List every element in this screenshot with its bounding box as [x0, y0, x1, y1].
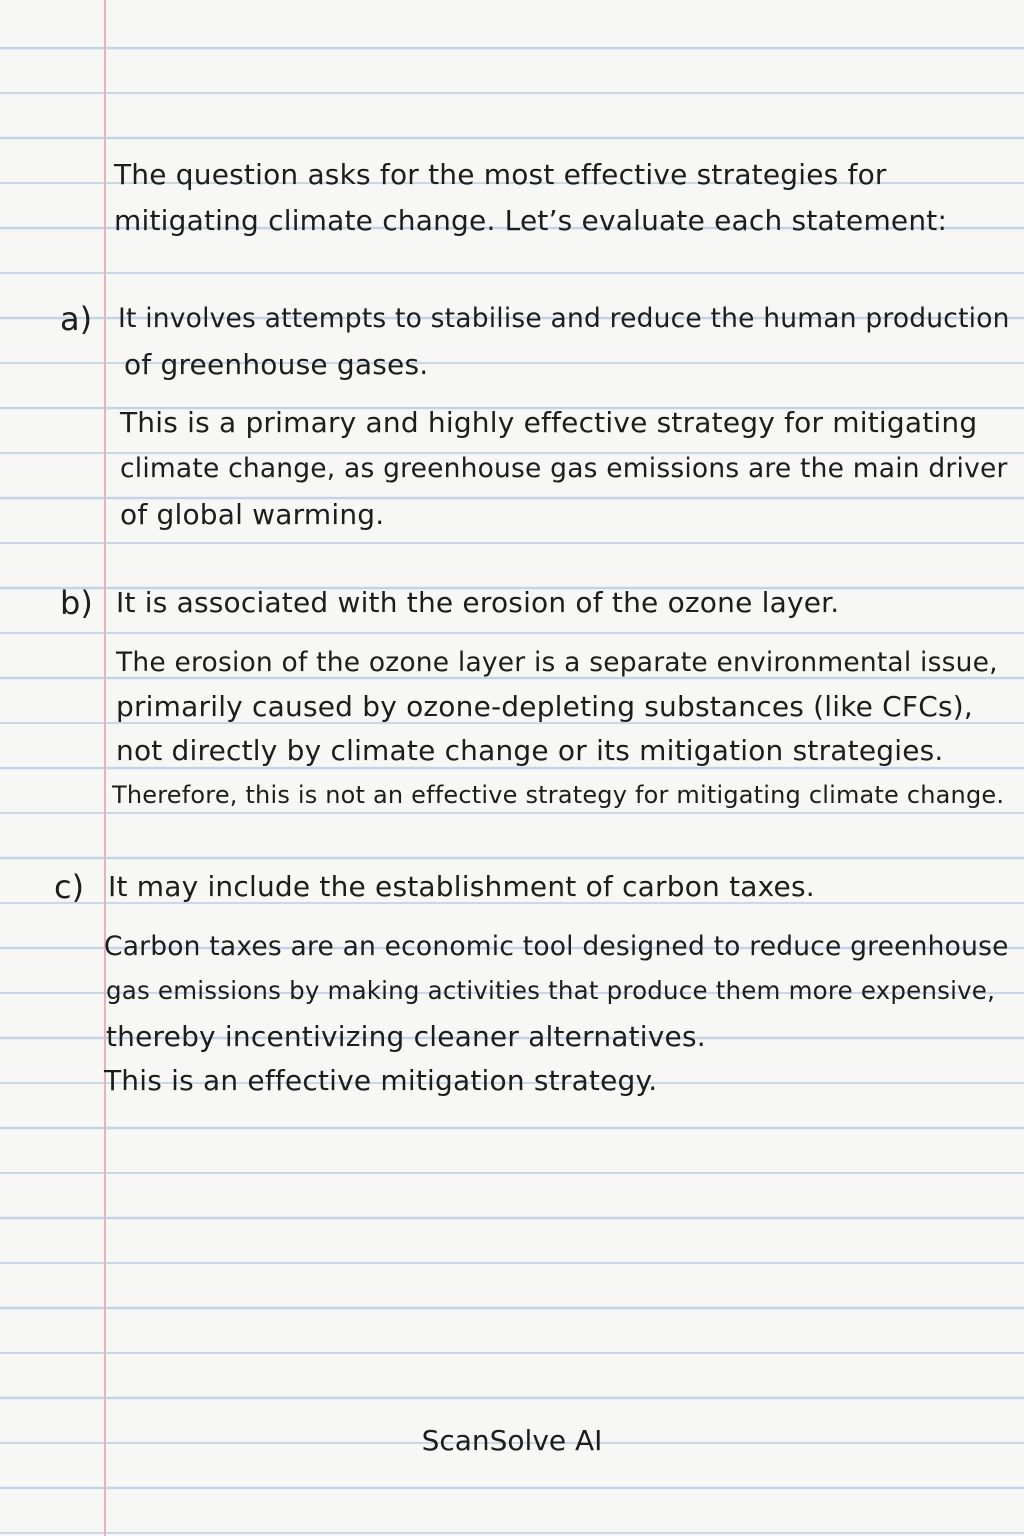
item-b-explanation-line-3: not directly by climate change or its mitigation strategies.	[116, 734, 944, 767]
item-b-statement-line-1: It is associated with the erosion of the ozone layer.	[116, 586, 840, 619]
margin-line	[104, 0, 106, 1536]
item-a-explanation-line-1: This is a primary and highly effective strategy for mitigating	[120, 406, 978, 439]
item-a-explanation-line-2: climate change, as greenhouse gas emissions are the main driver	[120, 453, 1008, 484]
item-a-statement-line-1: It involves attempts to stabilise and reduce the human production	[118, 303, 1010, 334]
item-c-explanation-line-1: Carbon taxes are an economic tool designed to reduce greenhouse	[104, 931, 1009, 962]
item-a-explanation-line-3: of global warming.	[120, 498, 385, 531]
item-a-label: a)	[60, 300, 93, 338]
item-b-label: b)	[60, 584, 93, 622]
item-c-label: c)	[54, 868, 85, 906]
item-a-statement-line-2: of greenhouse gases.	[124, 348, 429, 381]
item-b-explanation-line-2: primarily caused by ozone-depleting substances (like CFCs),	[116, 690, 973, 723]
item-c-explanation-line-4: This is an effective mitigation strategy.	[104, 1064, 658, 1097]
intro-line-2: mitigating climate change. Let’s evaluate each statement:	[114, 204, 948, 237]
item-c-explanation-line-3: thereby incentivizing cleaner alternatives.	[106, 1020, 706, 1053]
item-c-explanation-line-2: gas emissions by making activities that produce them more expensive,	[106, 976, 996, 1005]
footer-brand: ScanSolve AI	[421, 1424, 603, 1457]
intro-line-1: The question asks for the most effective strategies for	[114, 158, 887, 191]
item-b-explanation-line-1: The erosion of the ozone layer is a separate environmental issue,	[116, 647, 998, 678]
item-b-explanation-line-4: Therefore, this is not an effective strategy for mitigating climate change.	[112, 781, 1005, 809]
item-c-statement-line-1: It may include the establishment of carbon taxes.	[108, 870, 815, 903]
